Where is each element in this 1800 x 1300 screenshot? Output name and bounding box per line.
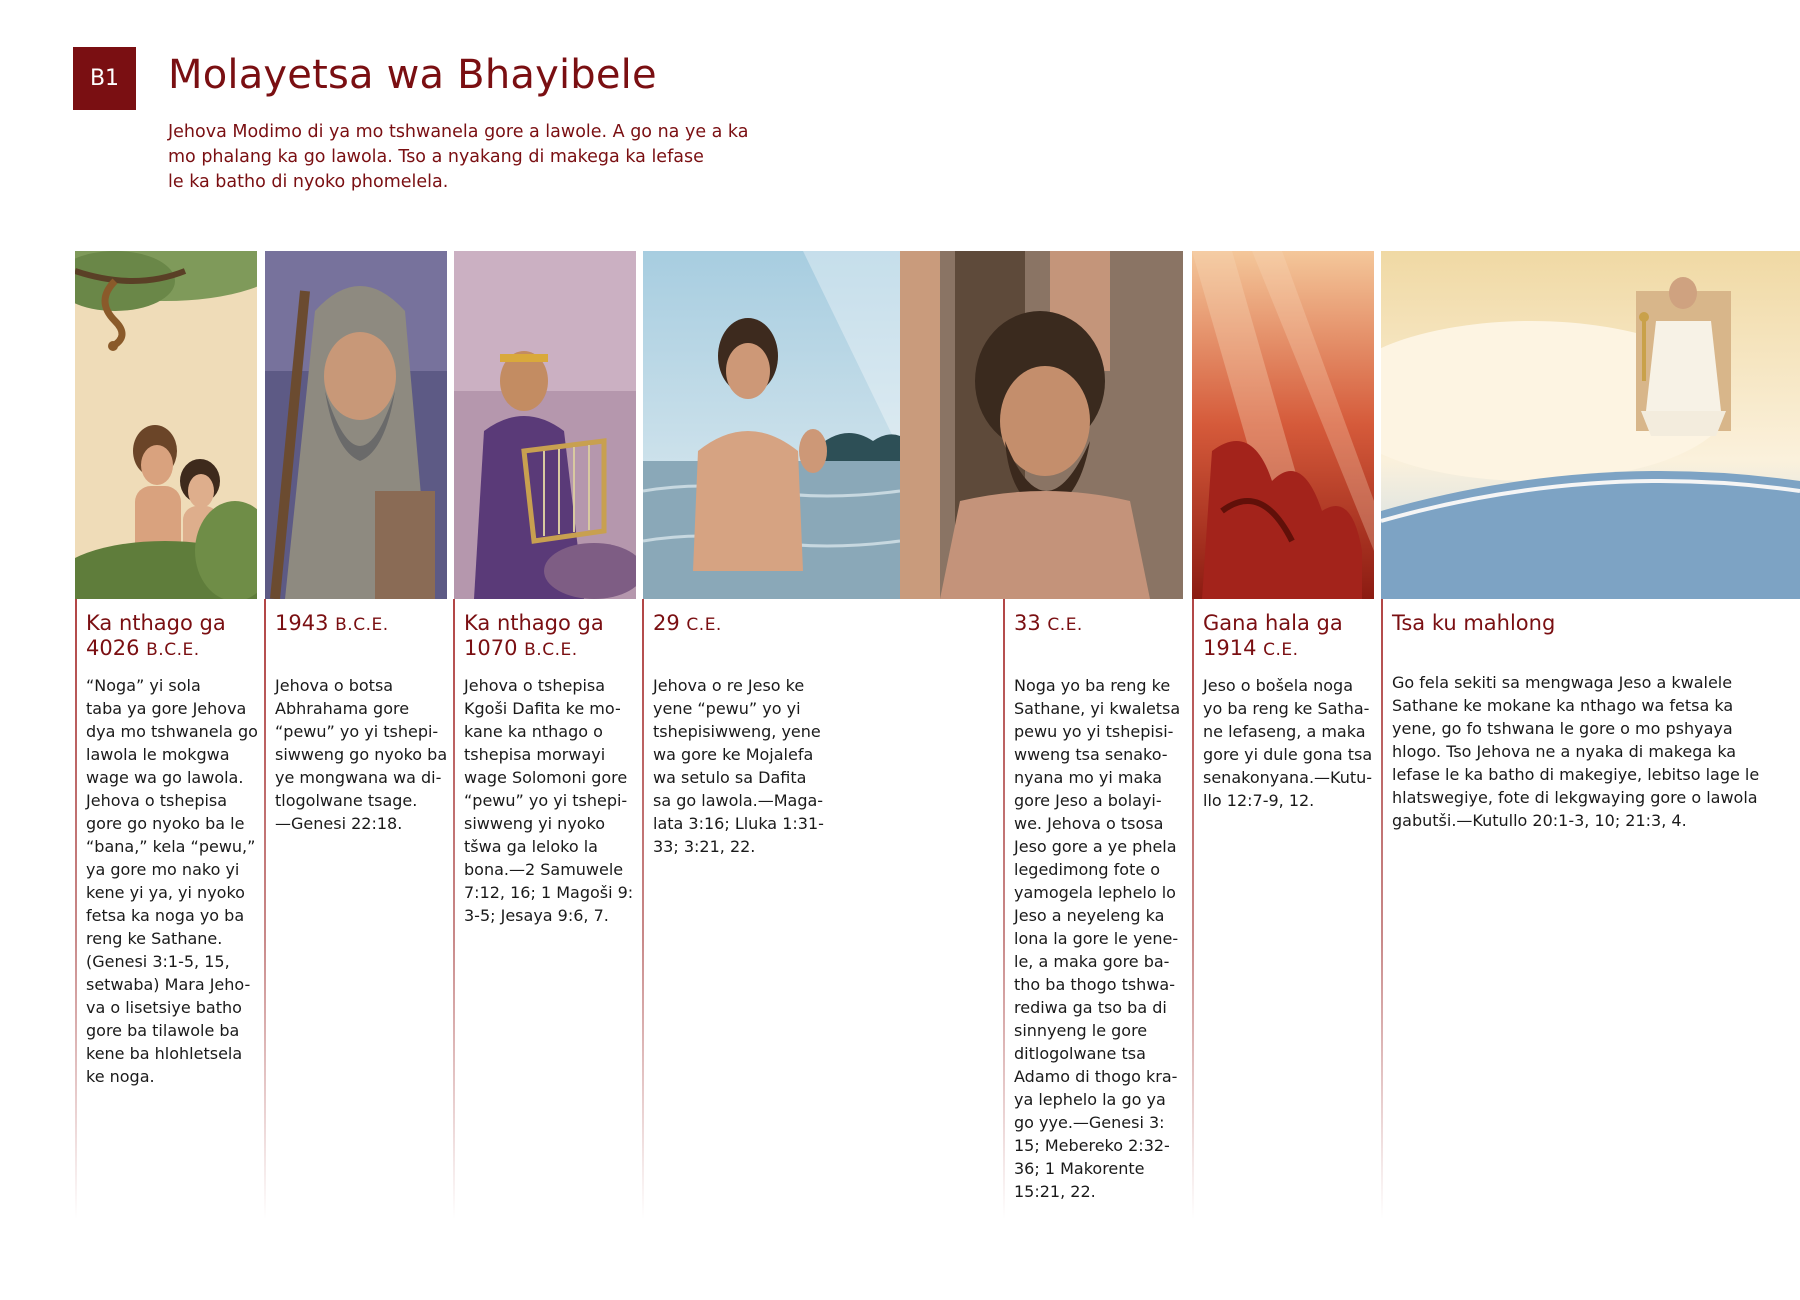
timeline-divider (642, 599, 644, 1219)
page-title: Molayetsa wa Bhayibele (168, 52, 657, 98)
timeline-date (275, 611, 450, 638)
text-line: lefase le ka batho di makegiye, lebitso lage le (1392, 765, 1760, 784)
text-line: gore yi dule gona tsa (1203, 745, 1373, 764)
timeline-text (275, 674, 451, 835)
text-line: (Genesi 3:1-5, 15, (86, 952, 230, 971)
text-line: wa gore ke Mojalefa (653, 745, 814, 764)
text-line: “pewu” yo yi tshepi- (464, 791, 628, 810)
timeline-text (1014, 674, 1190, 1203)
text-line: go yye.—Genesi 3: (1014, 1113, 1165, 1132)
text-line: lona la gore le yene- (1014, 929, 1179, 948)
timeline-divider (1003, 599, 1005, 1219)
text-line: ye mongwana wa di- (275, 768, 442, 787)
text-line: hlogo. Tso Jehova ne a nyaka di makega ka (1392, 742, 1737, 761)
timeline-date (1203, 611, 1378, 663)
date-year: 4026 (86, 636, 140, 660)
text-line: “bana,” kela “pewu,” (86, 837, 256, 856)
text-line: siwweng go nyoko ba (275, 745, 448, 764)
timeline-divider (264, 599, 266, 1219)
text-line: dya mo tshwanela go (86, 722, 258, 741)
timeline-divider (1192, 599, 1194, 1219)
text-line: Adamo di thogo kra- (1014, 1067, 1178, 1086)
timeline-text (464, 674, 640, 927)
kingdom-illustration (1381, 251, 1800, 599)
text-line: Jehova o tshepisa (464, 676, 606, 695)
text-line: Jeso a neyeleng ka (1014, 906, 1165, 925)
text-line: wa setulo sa Dafita (653, 768, 807, 787)
timeline-text (1203, 674, 1379, 812)
timeline-divider (453, 599, 455, 1219)
date-year: 1943 (275, 611, 329, 635)
timeline-divider (75, 599, 77, 1219)
date-era: C.E. (686, 615, 722, 635)
text-line: Jehova o tshepisa (86, 791, 228, 810)
timeline-date (653, 611, 828, 638)
text-line: gore ba tilawole ba (86, 1021, 240, 1040)
text-line: tlogolwane tsage. (275, 791, 418, 810)
date-year: 1914 (1203, 636, 1257, 660)
text-line: kene ba hlohletsela (86, 1044, 243, 1063)
crucifixion-illustration (900, 251, 1183, 599)
timeline-divider (1381, 599, 1383, 1219)
timeline-date (86, 611, 261, 663)
text-line: setwaba) Mara Jeho- (86, 975, 251, 994)
text-line: taba ya gore Jehova (86, 699, 247, 718)
abraham-illustration (265, 251, 447, 599)
text-line: gore Jeso a bolayi- (1014, 791, 1162, 810)
text-line: legedimong fote o (1014, 860, 1161, 879)
text-line: lata 3:16; Lluka 1:31- (653, 814, 824, 833)
text-line: ya lephelo la go ya (1014, 1090, 1166, 1109)
text-line: lawola le mokgwa (86, 745, 230, 764)
date-year: 29 (653, 611, 680, 635)
eden-illustration (75, 251, 257, 599)
date-prefix: Tsa ku mahlong (1392, 611, 1556, 635)
text-line: 7:12, 16; 1 Magoši 9: (464, 883, 634, 902)
date-prefix: Ka nthago ga (86, 611, 226, 635)
text-line: yamogela lephelo lo (1014, 883, 1176, 902)
text-line: “pewu” yo yi tshepi- (275, 722, 439, 741)
text-line: yo ba reng ke Satha- (1203, 699, 1370, 718)
date-era: B.C.E. (524, 640, 578, 660)
text-line: —Genesi 22:18. (275, 814, 403, 833)
intro-line: le ka batho di nyoko phomelela. (168, 172, 449, 192)
text-line: Jehova o re Jeso ke (653, 676, 805, 695)
text-line: Jeso o bošela noga (1203, 676, 1353, 695)
text-line: nyana mo yi maka (1014, 768, 1163, 787)
baptism-illustration (643, 251, 900, 599)
date-year: 1070 (464, 636, 518, 660)
text-line: wage wa go lawola. (86, 768, 244, 787)
text-line: Sathane, yi kwaletsa (1014, 699, 1181, 718)
text-line: 15:21, 22. (1014, 1182, 1096, 1201)
text-line: yene “pewu” yo yi (653, 699, 801, 718)
text-line: le, a maka gore ba- (1014, 952, 1170, 971)
heaven-war-illustration (1192, 251, 1374, 599)
text-line: senakonyana.—Kutu- (1203, 768, 1373, 787)
intro-text (168, 120, 768, 195)
timeline-text (653, 674, 829, 858)
text-line: va o lisetsiye batho (86, 998, 242, 1017)
text-line: 15; Mebereko 2:32- (1014, 1136, 1170, 1155)
text-line: Sathane ke mokane ka nthago wa fetsa ka (1392, 696, 1734, 715)
date-era: B.C.E. (146, 640, 200, 660)
text-line: ke noga. (86, 1067, 155, 1086)
text-line: kane ka nthago o (464, 722, 603, 741)
timeline-date (1392, 611, 1772, 636)
date-prefix: Gana hala ga (1203, 611, 1343, 635)
text-line: Jeso gore a ye phela (1014, 837, 1177, 856)
text-line: tho ba thogo tshwa- (1014, 975, 1175, 994)
text-line: Noga yo ba reng ke (1014, 676, 1171, 695)
text-line: yene, go fo tshwana le gore o mo pshyaya (1392, 719, 1733, 738)
date-era: C.E. (1047, 615, 1083, 635)
date-prefix: Ka nthago ga (464, 611, 604, 635)
text-line: fetsa ka noga yo ba (86, 906, 245, 925)
text-line: Abhrahama gore (275, 699, 410, 718)
text-line: wage Solomoni gore (464, 768, 628, 787)
text-line: gore go nyoko ba le (86, 814, 245, 833)
text-line: 33; 3:21, 22. (653, 837, 756, 856)
text-line: llo 12:7-9, 12. (1203, 791, 1315, 810)
text-line: tšwa ga leloko la (464, 837, 598, 856)
date-era: C.E. (1263, 640, 1299, 660)
text-line: ditlogolwane tsa (1014, 1044, 1146, 1063)
date-era: B.C.E. (335, 615, 389, 635)
text-line: ya gore mo nako yi (86, 860, 240, 879)
text-line: tshepisa morwayi (464, 745, 606, 764)
text-line: Go fela sekiti sa mengwaga Jeso a kwalele (1392, 673, 1733, 692)
timeline-date (1014, 611, 1189, 638)
text-line: 36; 1 Makorente (1014, 1159, 1145, 1178)
timeline-date (464, 611, 639, 663)
section-badge: B1 (73, 47, 136, 110)
text-line: reng ke Sathane. (86, 929, 223, 948)
text-line: pewu yo yi tshepisi- (1014, 722, 1174, 741)
text-line: sa go lawola.—Maga- (653, 791, 824, 810)
text-line: bona.—2 Samuwele (464, 860, 624, 879)
date-year: 33 (1014, 611, 1041, 635)
timeline-text (1392, 671, 1792, 832)
text-line: rediwa ga tso ba di (1014, 998, 1167, 1017)
text-line: Kgoši Dafita ke mo- (464, 699, 621, 718)
intro-line: mo phalang ka go lawola. Tso a nyakang di makega ka lefase (168, 147, 704, 167)
intro-line: Jehova Modimo di ya mo tshwanela gore a lawole. A go na ye a ka (168, 122, 749, 142)
text-line: “Noga” yi sola (86, 676, 201, 695)
text-line: kene yi ya, yi nyoko (86, 883, 245, 902)
text-line: Jehova o botsa (275, 676, 394, 695)
text-line: sinnyeng le gore (1014, 1021, 1148, 1040)
text-line: ne lefaseng, a maka (1203, 722, 1366, 741)
timeline-text (86, 674, 262, 1088)
text-line: hlatswegiye, fote di lekgwaying gore o lawola (1392, 788, 1758, 807)
text-line: wweng tsa senako- (1014, 745, 1168, 764)
text-line: tshepisiwweng, yene (653, 722, 821, 741)
text-line: 3-5; Jesaya 9:6, 7. (464, 906, 609, 925)
text-line: siwweng yi nyoko (464, 814, 606, 833)
david-illustration (454, 251, 636, 599)
text-line: gabutši.—Kutullo 20:1-3, 10; 21:3, 4. (1392, 811, 1687, 830)
text-line: we. Jehova o tsosa (1014, 814, 1164, 833)
